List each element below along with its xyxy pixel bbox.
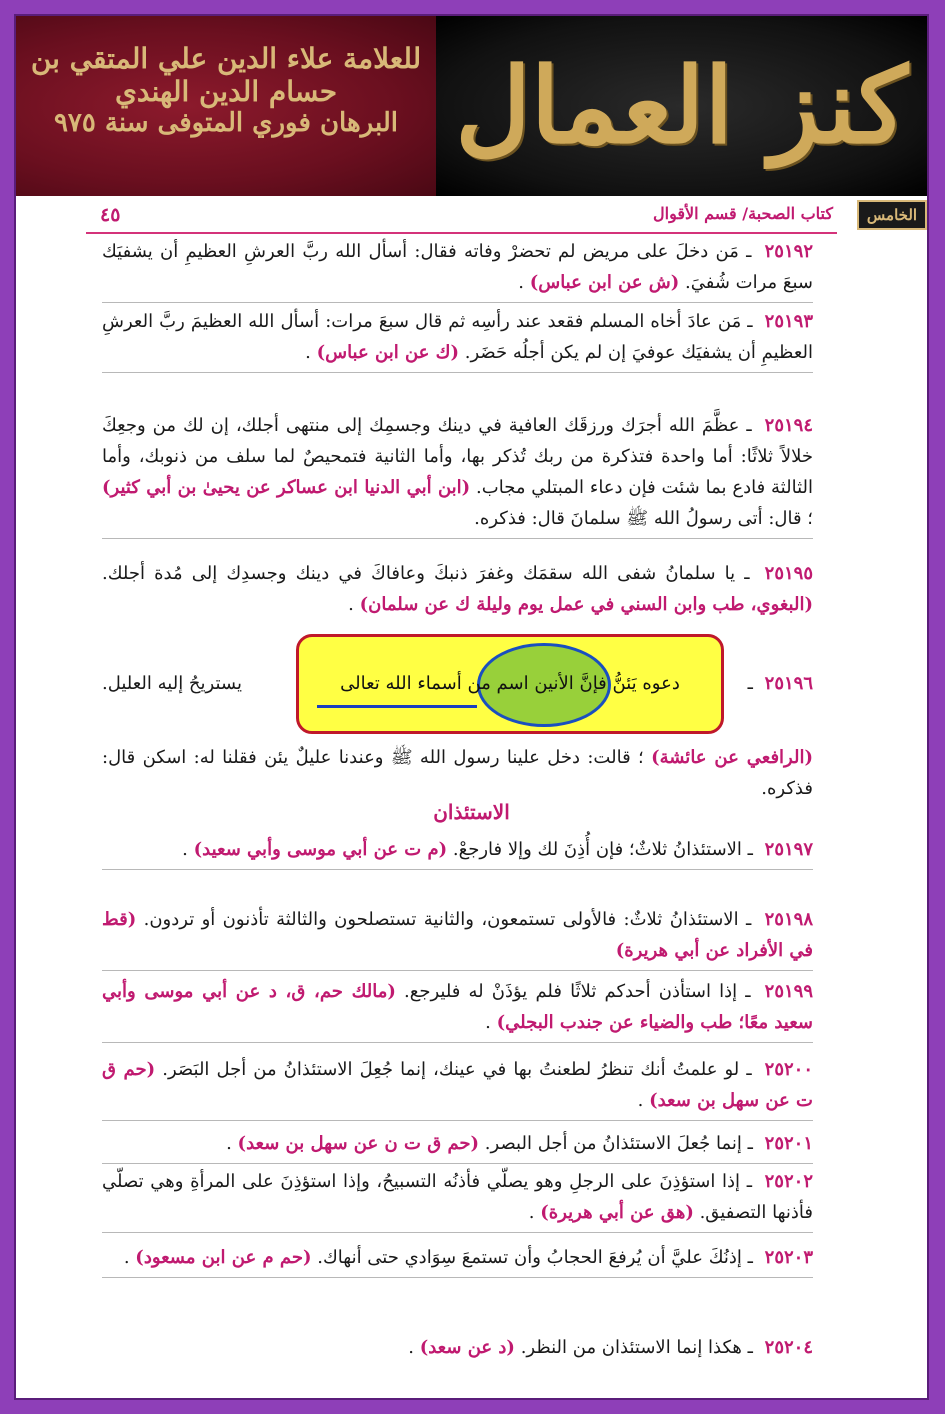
hadith-after: .: [348, 594, 354, 615]
hadith-after: .: [528, 1202, 535, 1223]
hadith-entry-source: [102, 742, 813, 808]
hadith-text: ـ إذا استؤذِنَ على الرجلِ وهو يصلّي فأذنُه التسبيحُ، وإذا استؤذِنَ على المرأةِ وهي تصلّي فأذنها التصفيق.: [102, 1171, 813, 1223]
highlight-underline: [317, 705, 477, 708]
hadith-number: ٢٥٢٠٤: [764, 1337, 813, 1358]
hadith-entry: [102, 306, 813, 373]
section-heading: الاستئذان: [433, 800, 510, 824]
section-title: كتاب الصحبة/ قسم الأقوال: [653, 204, 833, 223]
hadith-after: .: [485, 1012, 491, 1033]
hadith-entry: [102, 904, 813, 971]
hadith-number: ٢٥١٩٣: [764, 311, 813, 332]
hadith-text: ـ الاستئذانُ ثلاثٌ؛ فإن أُذِنَ لك وإلا فارجعْ.: [452, 839, 753, 860]
hadith-source: (حم م عن ابن مسعود): [135, 1247, 312, 1268]
hadith-after: .: [518, 272, 524, 293]
death-line: البرهان فوري المتوفى سنة ٩٧٥: [53, 108, 399, 138]
hadith-source: (ك عن ابن عباس): [316, 342, 460, 363]
hadith-number: ٢٥١٩٧: [764, 839, 813, 860]
hadith-number: ٢٥١٩٦: [764, 673, 813, 694]
hadith-tail: يستريحُ إليه العليل.: [102, 673, 242, 694]
hadith-entry: [102, 1128, 813, 1164]
hadith-number: ٢٥٢٠٠: [764, 1059, 813, 1080]
hadith-number-line: [748, 668, 813, 699]
page-frame: [14, 14, 929, 1400]
hadith-text: ـ إنما جُعلَ الاستئذانُ من أجل البصر.: [484, 1133, 753, 1154]
highlight-text: دعوه يَئنُّ فإنَّ الأنين اسم من أسماء الله تعالى: [340, 673, 680, 694]
hadith-entry: [102, 236, 813, 303]
hadith-after: .: [226, 1133, 232, 1154]
hadith-after: .: [182, 839, 188, 860]
hadith-entry: [102, 1242, 813, 1278]
hadith-after: .: [123, 1247, 130, 1268]
hadith-number: ٢٥١٩٨: [764, 909, 813, 930]
hadith-source: (حم ق ت عن سهل بن سعد): [102, 1059, 813, 1111]
hadith-entry: [102, 558, 813, 624]
hadith-source: (د عن سعد): [419, 1337, 515, 1358]
hadith-entry: [102, 976, 813, 1043]
hadith-text: ـ يا سلمانُ شفى الله سقمَك وغفرَ ذنبكَ وعافاكَ في دينك وجسدِك إلى مُدة أجلك.: [102, 563, 750, 584]
hadith-entry: [102, 1166, 813, 1233]
hadith-number: ٢٥١٩٤: [764, 415, 814, 436]
hadith-text: ـ هكذا إنما الاستئذان من النظر.: [520, 1337, 753, 1358]
hadith-source: (قط في الأفراد عن أبي هريرة): [102, 909, 813, 961]
volume-tag: الخامس: [857, 200, 927, 230]
hadith-text: ـ إذنُكَ عليَّ أن يُرفعَ الحجابُ وأن تستمعَ سِوَادي حتى أنهاك.: [317, 1247, 753, 1268]
hadith-text: ـ مَن دخلَ على مريض لم تحضرْ وفاته فقال: أسأل الله ربَّ العرشِ العظيمِ أن يشفيَك سبعَ مرات شُفيَ.: [102, 241, 813, 293]
hadith-number: ٢٥١٩٥: [764, 563, 813, 584]
hadith-source: (الرافعي عن عائشة): [651, 747, 813, 768]
hadith-number: ٢٥٢٠٣: [764, 1247, 813, 1268]
hadith-after: .: [305, 342, 311, 363]
hadith-after: ؛ قال: أتى رسولُ الله ﷺ سلمانَ قال: فذكره.: [474, 508, 813, 529]
page-header: [86, 202, 837, 234]
author-panel: [16, 16, 436, 196]
hadith-text: ـ عظَّمَ الله أجرَك ورزقَك العافية في دينك وجسمِك إلى منتهى أجلك، إن لك من وجعِكَ خلالاً ثلاثًا: أما واحدة فتذكرة من ربك تُذكر بها، وأما الثانية فتمحيصٌ لما سلف من ذنوبك، وأما الثالثة فادع بما شئت فإن دعاء المبتلي مجاب.: [102, 415, 813, 498]
hadith-text: ـ الاستئذانُ ثلاثٌ: فالأولى تستمعون، والثانية تستصلحون والثالثة تأذنون أو تردون.: [143, 909, 752, 930]
book-cover-banner: [16, 16, 927, 196]
hadith-source: (البغوي، طب وابن السني في عمل يوم وليلة ك عن سلمان): [359, 594, 813, 615]
hadith-source: (هق عن أبي هريرة): [540, 1202, 694, 1223]
hadith-number: ٢٥٢٠١: [764, 1133, 813, 1154]
hadith-source: (م ت عن أبي موسى وأبي سعيد): [193, 839, 448, 860]
hadith-entry: [102, 834, 813, 870]
hadith-entry: [102, 1054, 813, 1121]
hadith-source: (ابن أبي الدنيا ابن عساكر عن يحيىٰ بن أبي كثير): [102, 477, 471, 498]
hadith-text: ـ لو علمتُ أنك تنظرُ لطعنتُ بها في عينك، إنما جُعِلَ الاستئذانُ من أجل البَصَر.: [162, 1059, 752, 1080]
hadith-after: .: [408, 1337, 414, 1358]
hadith-number: ٢٥١٩٢: [764, 241, 813, 262]
hadith-source: (ش عن ابن عباس): [529, 272, 680, 293]
hadith-text: ـ إذا استأذن أحدكم ثلاثًا فلم يؤذَنْ له فليرجع.: [404, 981, 751, 1002]
hadith-entry: [102, 1332, 813, 1367]
hadith-after: ؛ قالت: دخل علينا رسول الله ﷺ وعندنا عليلٌ يئن فقلنا له: اسكن قال: فذكره.: [102, 747, 813, 799]
title-panel: [436, 16, 927, 196]
hadith-after: .: [637, 1090, 644, 1111]
hadith-entry: [102, 410, 813, 539]
hadith-prefix: ـ: [747, 673, 753, 694]
hadith-number: ٢٥٢٠٢: [764, 1171, 813, 1192]
page-number: ٤٥: [100, 204, 121, 226]
author-line: للعلامة علاء الدين علي المتقي بن حسام الدين الهندي: [30, 42, 422, 108]
hadith-text: ـ مَن عادَ أخاه المسلم فقعد عند رأسِه ثم قال سبعَ مرات: أسأل الله العظيمَ ربَّ العرشِ العظيمِ أن يشفيَك عوفيَ إن لم يكن أجلُه حَضَر.: [102, 311, 813, 363]
highlight-box: [296, 634, 724, 734]
book-title: كنز العمال: [455, 44, 908, 167]
hadith-number: ٢٥١٩٩: [764, 981, 813, 1002]
hadith-source: (حم ق ت ن عن سهل بن سعد): [237, 1133, 480, 1154]
hadith-source: (مالك حم، ق، د عن أبي موسى وأبي سعيد معًا؛ طب والضياء عن جندب البجلي): [102, 981, 813, 1033]
